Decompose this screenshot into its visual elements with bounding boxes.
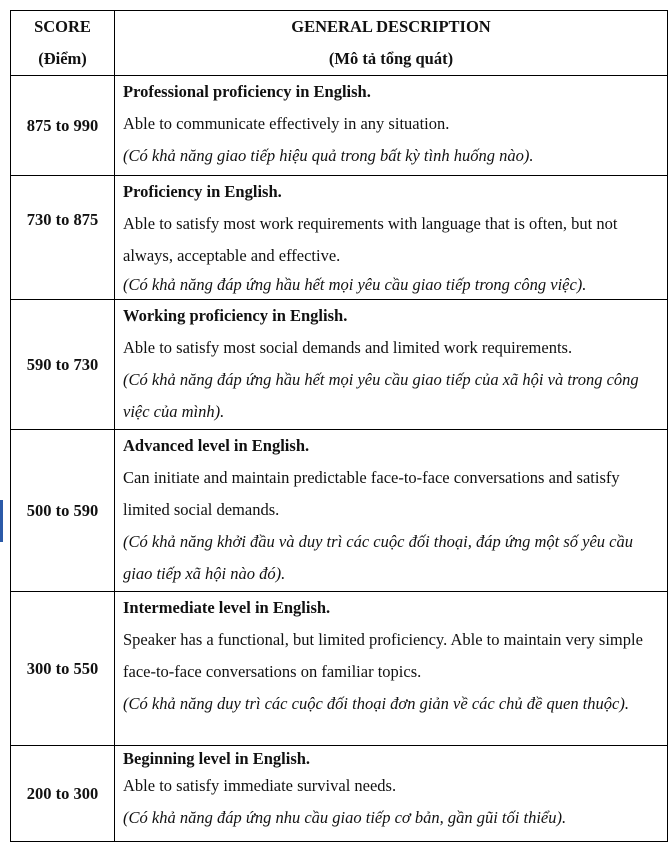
level-title: Proficiency in English. [123,182,282,201]
level-description [115,430,668,592]
score-range: 300 to 550 [11,592,115,746]
table-row [11,176,668,300]
table-row [11,76,668,176]
table-row [11,300,668,430]
level-description [115,300,668,430]
level-title: Beginning level in English. [123,749,311,768]
level-vietnamese-text: (Có khả năng duy trì các cuộc đối thoại đơn giản về các chủ đề quen thuộc). [123,694,629,713]
level-description [115,176,668,300]
level-english-text: Speaker has a functional, but limited proficiency. Able to maintain very simple face-to-face conversations on familiar topics. [123,630,643,681]
table-row [11,430,668,592]
score-column-header [11,11,115,76]
level-title: Intermediate level in English. [123,598,331,617]
score-range: 730 to 875 [11,176,115,300]
level-english-text: Able to communicate effectively in any situation. [123,114,450,133]
table-row [11,746,668,842]
level-title: Professional proficiency in English. [123,82,371,101]
description-column-header [115,11,668,76]
description-header-title: GENERAL DESCRIPTION [291,17,491,36]
description-header-subtitle: (Mô tả tổng quát) [328,49,454,68]
level-vietnamese-text: (Có khả năng giao tiếp hiệu quả trong bất kỳ tình huống nào). [123,146,534,165]
score-range: 590 to 730 [11,300,115,430]
score-header-subtitle: (Điểm) [38,49,87,68]
level-english-text: Able to satisfy immediate survival needs. [123,776,397,795]
toeic-score-table [10,10,668,842]
score-range: 875 to 990 [11,76,115,176]
level-title: Working proficiency in English. [123,306,348,325]
level-english-text: Able to satisfy most work requirements with language that is often, but not always, acceptable and effective. [123,214,618,265]
table-row [11,592,668,746]
score-header-title: SCORE [34,17,91,36]
level-vietnamese-text: (Có khả năng đáp ứng nhu cầu giao tiếp cơ bản, gần gũi tối thiểu). [123,808,567,827]
level-vietnamese-text: (Có khả năng khởi đầu và duy trì các cuộc đối thoại, đáp ứng một số yêu cầu giao tiếp xã hội nào đó). [123,532,633,583]
level-description [115,746,668,842]
level-vietnamese-text: (Có khả năng đáp ứng hầu hết mọi yêu cầu giao tiếp của xã hội và trong công việc của mình). [123,370,639,421]
table-header-row [11,11,668,76]
level-english-text: Can initiate and maintain predictable face-to-face conversations and satisfy limited social demands. [123,468,620,519]
level-description [115,76,668,176]
level-vietnamese-text: (Có khả năng đáp ứng hầu hết mọi yêu cầu giao tiếp trong công việc). [123,275,587,294]
page-edge-mark [0,500,3,542]
level-english-text: Able to satisfy most social demands and limited work requirements. [123,338,573,357]
level-description [115,592,668,746]
score-range: 500 to 590 [11,430,115,592]
score-range: 200 to 300 [11,746,115,842]
level-title: Advanced level in English. [123,436,310,455]
